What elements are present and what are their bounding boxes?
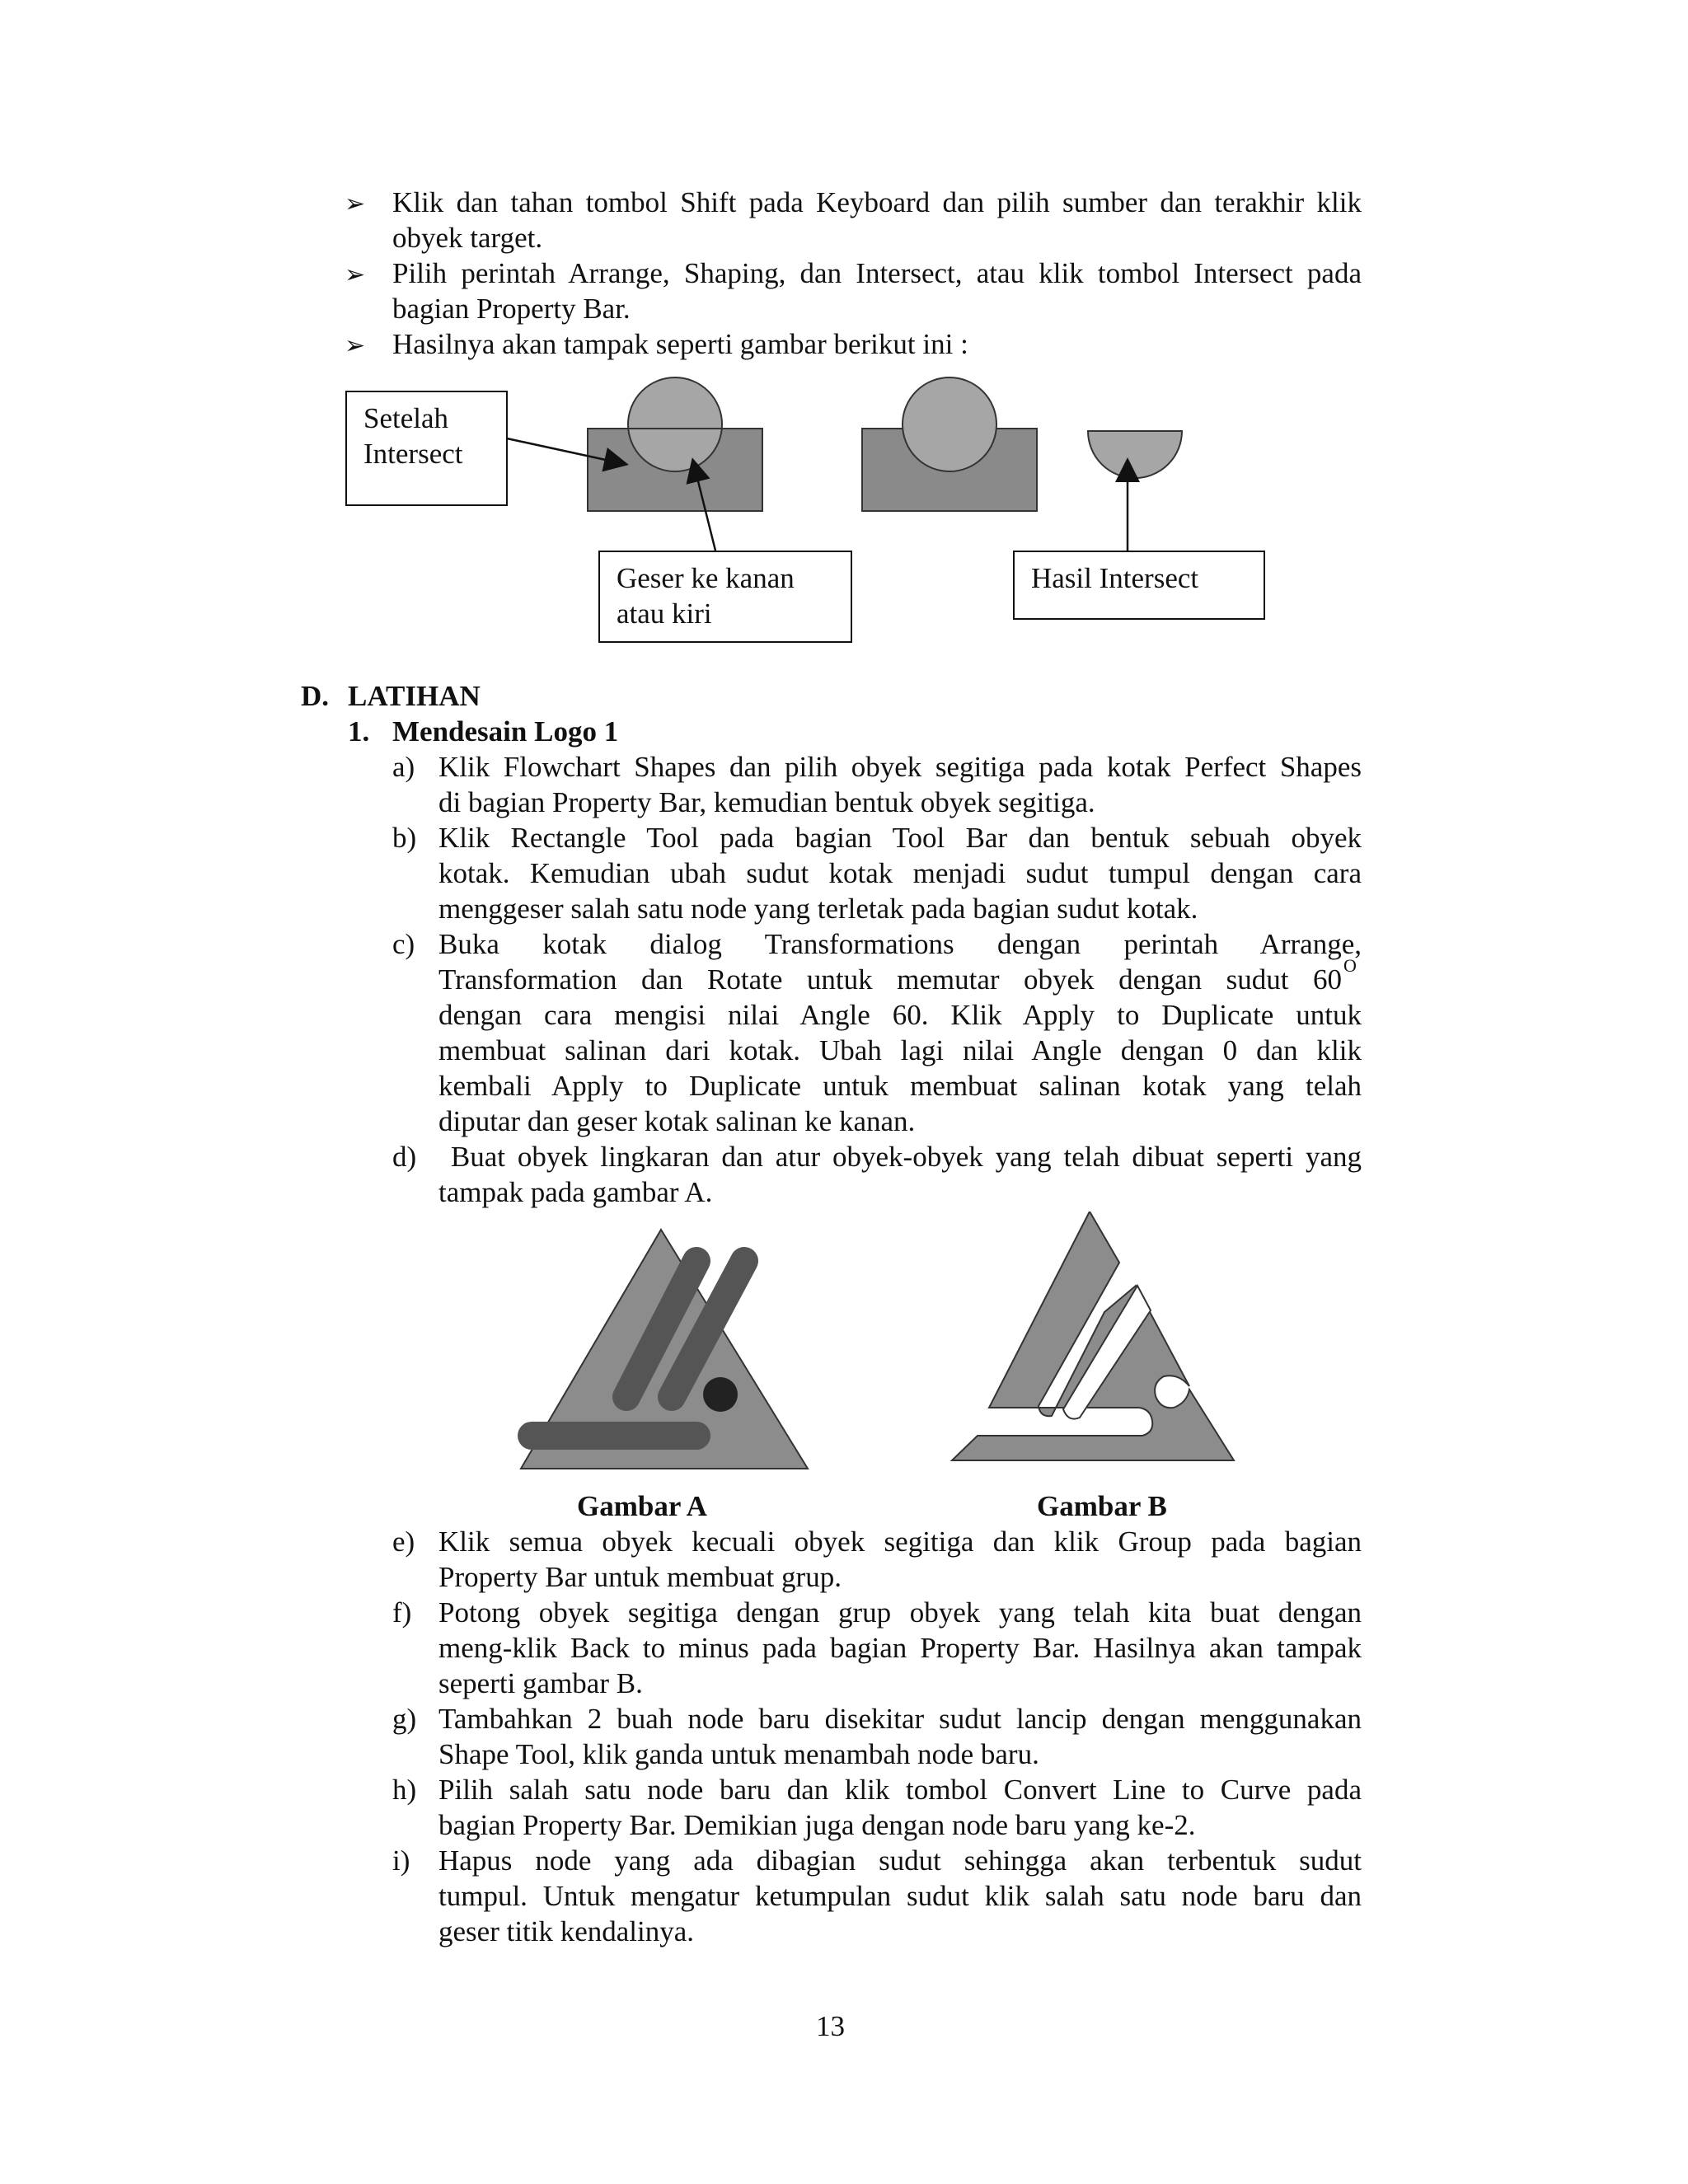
step-c-line-1: Buka kotak dialog Transformations dengan perintah Arrange, xyxy=(438,928,1362,960)
bullet-glyph: ➢ xyxy=(345,190,366,218)
step-marker: e) xyxy=(392,1526,415,1558)
logo-gambar-a xyxy=(521,1230,808,1469)
label-line: Intersect xyxy=(363,438,463,470)
step-f-line-1: Potong obyek segitiga dengan grup obyek yang telah kita buat dengan xyxy=(438,1596,1362,1629)
caption-gambar-a: Gambar A xyxy=(577,1490,707,1522)
step-c-line-4: membuat salinan dari kotak. Ubah lagi nilai Angle dengan 0 dan klik xyxy=(438,1034,1362,1066)
step-marker: d) xyxy=(392,1141,417,1173)
step-h-line-1: Pilih salah satu node baru dan klik tombol Convert Line to Curve pada xyxy=(438,1774,1362,1806)
step-marker: a) xyxy=(392,751,415,783)
step-b-line-3: menggeser salah satu node yang terletak pada bagian sudut kotak. xyxy=(438,893,1198,925)
step-i-line-1: Hapus node yang ada dibagian sudut sehingga akan terbentuk sudut xyxy=(438,1844,1362,1877)
logo-figure xyxy=(0,1212,1688,1500)
step-g-line-2: Shape Tool, klik ganda untuk menambah node baru. xyxy=(438,1738,1039,1770)
subsection-title: Mendesain Logo 1 xyxy=(392,715,619,748)
circle-dot xyxy=(703,1377,738,1412)
step-c-line-3: dengan cara mengisi nilai Angle 60. Klik Apply to Duplicate untuk xyxy=(438,999,1362,1031)
step-g-line-1: Tambahkan 2 buah node baru disekitar sudut lancip dengan menggunakan xyxy=(438,1703,1362,1735)
label-box-setelah xyxy=(345,391,508,506)
page-number: 13 xyxy=(816,2010,845,2042)
step-h-line-2: bagian Property Bar. Demikian juga dengan node baru yang ke-2. xyxy=(438,1809,1196,1841)
caption-gambar-b: Gambar B xyxy=(1037,1490,1167,1522)
section-letter: D. xyxy=(301,680,330,712)
label-box-geser xyxy=(598,551,852,643)
label-line: atau kiri xyxy=(617,598,712,630)
label-line: Hasil Intersect xyxy=(1031,562,1199,594)
step-marker: i) xyxy=(392,1844,410,1877)
step-f-line-2: meng-klik Back to minus pada bagian Property Bar. Hasilnya akan tampak xyxy=(438,1632,1362,1664)
bullet-1-line-2: obyek target. xyxy=(392,222,543,254)
subsection-number: 1. xyxy=(348,715,370,748)
logo-gambar-b xyxy=(952,1212,1234,1460)
circle-shape xyxy=(903,377,996,471)
intersect-result-shape xyxy=(1088,431,1182,478)
step-marker: f) xyxy=(392,1596,412,1629)
label-line: Geser ke kanan xyxy=(617,562,795,594)
step-a-line-2: di bagian Property Bar, kemudian bentuk obyek segitiga. xyxy=(438,786,1095,818)
bullet-1-line-1: Klik dan tahan tombol Shift pada Keyboard dan pilih sumber dan terakhir klik xyxy=(392,186,1362,218)
label-line: Setelah xyxy=(363,402,449,434)
step-marker: g) xyxy=(392,1703,417,1735)
step-c-line-6: diputar dan geser kotak salinan ke kanan. xyxy=(438,1105,916,1137)
step-marker: b) xyxy=(392,822,417,854)
step-f-line-3: seperti gambar B. xyxy=(438,1667,643,1699)
bullet-glyph: ➢ xyxy=(345,332,366,359)
step-i-line-2: tumpul. Untuk mengatur ketumpulan sudut klik salah satu node baru dan xyxy=(438,1880,1362,1912)
step-c-line-2: Transformation dan Rotate untuk memutar obyek dengan sudut 60 xyxy=(438,963,1342,996)
cut-logo-shape xyxy=(952,1212,1234,1460)
step-b-line-1: Klik Rectangle Tool pada bagian Tool Bar dan bentuk sebuah obyek xyxy=(438,822,1362,854)
bullet-2-line-2: bagian Property Bar. xyxy=(392,293,631,325)
step-e-line-2: Property Bar untuk membuat grup. xyxy=(438,1561,842,1593)
label-box-hasil xyxy=(1013,551,1265,620)
step-c-line-5: kembali Apply to Duplicate untuk membuat salinan kotak yang telah xyxy=(438,1070,1362,1102)
step-e-line-1: Klik semua obyek kecuali obyek segitiga dan klik Group pada bagian xyxy=(438,1526,1362,1558)
step-marker: c) xyxy=(392,928,415,960)
bullet-glyph: ➢ xyxy=(345,261,366,288)
step-b-line-2: kotak. Kemudian ubah sudut kotak menjadi sudut tumpul dengan cara xyxy=(438,857,1362,889)
bullet-3-line-1: Hasilnya akan tampak seperti gambar berikut ini : xyxy=(392,328,968,360)
bullet-2-line-1: Pilih perintah Arrange, Shaping, dan Intersect, atau klik tombol Intersect pada xyxy=(392,257,1362,289)
step-i-line-3: geser titik kendalinya. xyxy=(438,1915,695,1947)
step-marker: h) xyxy=(392,1774,417,1806)
circle-shape xyxy=(628,377,722,471)
step-d-line-2: tampak pada gambar A. xyxy=(438,1176,713,1208)
step-a-line-1: Klik Flowchart Shapes dan pilih obyek segitiga pada kotak Perfect Shapes xyxy=(438,751,1362,783)
section-title: LATIHAN xyxy=(348,680,481,712)
step-d-line-1: Buat obyek lingkaran dan atur obyek-obyek yang telah dibuat seperti yang xyxy=(438,1141,1362,1173)
step-c-superscript: O xyxy=(1343,955,1357,976)
